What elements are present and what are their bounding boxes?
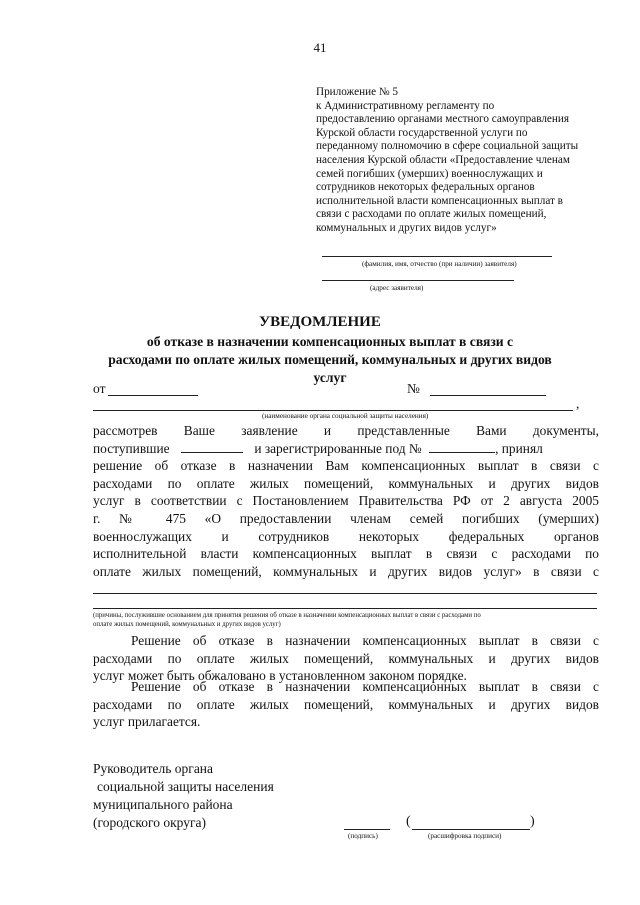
page-number: 41 [313, 40, 327, 55]
received-date-field[interactable] [181, 440, 243, 453]
appendix-line: переданному полномочию в сфере социальной защиты [316, 140, 579, 153]
decision-paragraph [93, 422, 599, 580]
org-caption: (наименование органа социальной защиты населения) [262, 412, 429, 420]
org-comma: , [576, 396, 580, 411]
paragraph-line: г. № 475 «О предоставлении членам семей погибших (умерших) [93, 510, 599, 526]
paragraph-line [93, 440, 599, 458]
paragraph-line: услуг может быть обжаловано в установленном законом порядке. [93, 668, 467, 684]
decode-close-paren: ) [530, 814, 535, 829]
paragraph-line: услуг прилагается. [93, 714, 201, 730]
from-label: от [93, 381, 106, 396]
appendix-line: Курской области государственной услуги по [316, 126, 528, 139]
document-subtitle [80, 333, 580, 387]
appeal-paragraph [93, 632, 599, 685]
paragraph-line: рассмотрев Ваше заявление и представленные Вами документы, [93, 423, 599, 438]
applicant-address-caption: (адрес заявителя) [370, 284, 424, 292]
appendix-line: сотрудников некоторых федеральных органов [316, 181, 535, 194]
attachment-paragraph [93, 678, 599, 731]
subtitle-line: расходами по оплате жилых помещений, коммунальных и других видов [108, 352, 552, 367]
signatory-title [93, 760, 274, 832]
applicant-name-line[interactable] [322, 256, 552, 257]
applicant-name-caption: (фамилия, имя, отчество (при наличии) заявителя) [362, 260, 517, 268]
paragraph-line: Решение об отказе в назначении компенсационных выплат в связи с [131, 633, 599, 648]
appendix-line: населения Курской области «Предоставление членам [316, 153, 570, 166]
signatory-line: социальной защиты населения [97, 779, 274, 794]
signature-caption: (подпись) [348, 832, 378, 840]
signature-field[interactable] [344, 829, 390, 830]
notice-number-field[interactable] [430, 395, 546, 396]
from-date-field[interactable] [108, 395, 198, 396]
paragraph-line: Решение об отказе в назначении компенсационных выплат в связи с [131, 679, 599, 694]
appendix-line: исполнительной власти компенсационных выплат в [316, 194, 563, 207]
appendix-line: коммунальных и других видов услуг» [316, 221, 497, 234]
appendix-line: Приложение № 5 [316, 86, 398, 98]
signature-decode-field[interactable] [412, 829, 530, 830]
subtitle-line: об отказе в назначении компенсационных выплат в связи с [146, 334, 514, 349]
paragraph-line: расходами по оплате жилых помещений, коммунальных и других видов [93, 650, 599, 666]
reasons-caption [93, 611, 481, 629]
appendix-line: предоставлению органами местного самоуправления [316, 113, 570, 126]
paragraph-line: расходами по оплате жилых помещений, коммунальных и других видов [93, 475, 599, 491]
signatory-line: (городского округа) [93, 815, 207, 830]
reasons-field-line-2[interactable] [93, 608, 597, 609]
org-name-field[interactable] [93, 410, 573, 411]
reasons-field-line-1[interactable] [93, 593, 597, 594]
reasons-caption-line: оплате жилых помещений, коммунальных и других видов услуг) [93, 621, 281, 628]
appendix-line: семей погибших (умерших) военнослужащих и [316, 167, 543, 180]
accepted-label: , принял [495, 440, 543, 456]
appendix-line: к Административному регламенту по [316, 99, 495, 112]
received-label: поступившие [93, 440, 170, 456]
decode-open-paren: ( [406, 814, 411, 829]
paragraph-line: расходами по оплате жилых помещений, коммунальных и других видов [93, 696, 599, 712]
number-label: № [407, 381, 420, 396]
paragraph-line: решение об отказе в назначении Вам компенсационных выплат в связи с [93, 458, 599, 474]
paragraph-line: оплате жилых помещений, коммунальных и других видов услуг» в связи с [93, 563, 599, 579]
document-title: УВЕДОМЛЕНИЕ [259, 314, 381, 330]
reasons-caption-line: (причины, послужившие основанием для принятия решения об отказе в назначении компенсационных выплат в связи с расходами по [93, 612, 481, 619]
signatory-line: Руководитель органа [93, 761, 214, 776]
appendix-line: связи с расходами по оплате жилых помещений, [316, 208, 547, 221]
registered-label: и зарегистрированные под № [254, 440, 422, 456]
subtitle-line: услуг [313, 370, 347, 385]
appendix-header [316, 86, 606, 236]
decode-caption: (расшифровка подписи) [428, 832, 502, 840]
applicant-address-line[interactable] [322, 280, 514, 281]
signatory-line: муниципального района [93, 797, 233, 812]
paragraph-line: исполнительной власти компенсационных выплат в связи с расходами по [93, 546, 599, 562]
paragraph-line: услуг в соответствии с Постановлением Правительства РФ от 2 августа 2005 [93, 493, 599, 509]
paragraph-line: военнослужащих и сотрудников некоторых федеральных органов [93, 528, 599, 544]
registration-number-field[interactable] [429, 440, 495, 453]
